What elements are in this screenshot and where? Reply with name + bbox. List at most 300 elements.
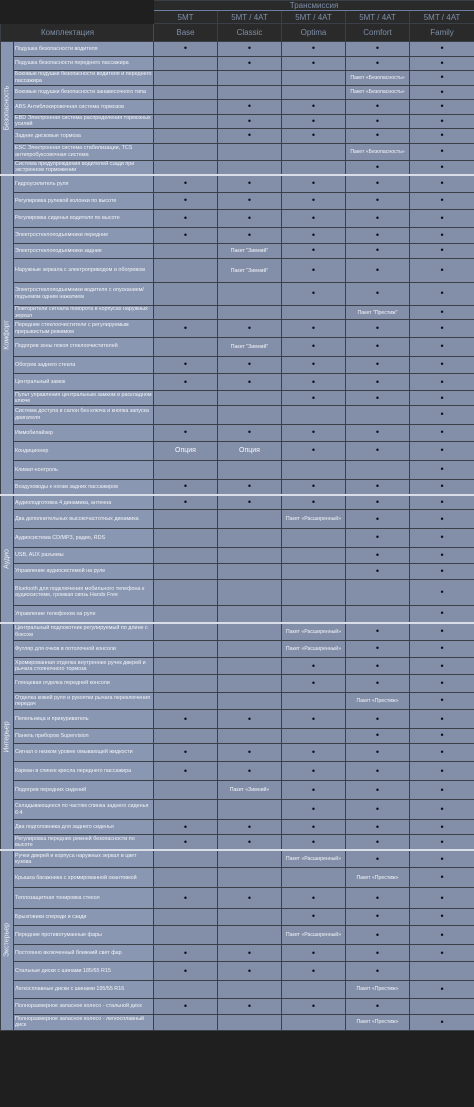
- bullet-cell: •: [282, 998, 346, 1014]
- table-row: [1, 100, 474, 115]
- value-cell: Пакет "Престиж": [346, 305, 410, 320]
- bullet-cell: •: [282, 962, 346, 981]
- bullet-cell: •: [218, 373, 282, 390]
- empty-cell: [154, 529, 218, 548]
- empty-cell: [218, 405, 282, 424]
- table-row: [1, 175, 474, 192]
- bullet-cell: •: [154, 743, 218, 762]
- bullet-cell: •: [346, 962, 410, 981]
- bullet-cell: •: [346, 192, 410, 209]
- feature-name: Электростеклоподъемники водителя с опусканием/подъемом одним нажатием: [14, 282, 154, 305]
- bullet-cell: •: [346, 888, 410, 908]
- feature-name: Наружные зеркала с электроприводом и обогревом: [14, 259, 154, 282]
- section-name: Экстерьер: [3, 923, 11, 958]
- table-row: [1, 658, 474, 675]
- bullet-cell: •: [218, 998, 282, 1014]
- feature-name: Передние стеклоочистители с регулируемым прерывистым режимом: [14, 320, 154, 337]
- bullet-cell: •: [282, 129, 346, 144]
- bullet-cell: •: [282, 391, 346, 406]
- empty-cell: [282, 692, 346, 709]
- empty-cell: [154, 391, 218, 406]
- table-row: [1, 373, 474, 390]
- trim-header: Comfort: [346, 24, 410, 42]
- gearbox-header: 5MT / 4AT: [346, 11, 410, 24]
- table-row: [1, 192, 474, 209]
- bullet-cell: •: [346, 424, 410, 441]
- feature-name: Система предупреждения водителей сзади при экстренном торможении: [14, 160, 154, 175]
- bullet-cell: •: [218, 479, 282, 495]
- table-row: [1, 692, 474, 709]
- bullet-cell: •: [282, 100, 346, 115]
- bullet-cell: •: [282, 945, 346, 962]
- empty-cell: [154, 926, 218, 945]
- bullet-cell: •: [410, 356, 474, 373]
- bullet-cell: •: [282, 658, 346, 675]
- empty-cell: [218, 1014, 282, 1030]
- bullet-cell: •: [410, 729, 474, 744]
- table-row: [1, 640, 474, 657]
- table-row: [1, 868, 474, 888]
- trim-header: Classic: [218, 24, 282, 42]
- bullet-cell: •: [346, 243, 410, 259]
- value-cell: Пакет «Престиж»: [346, 1014, 410, 1030]
- table-row: [1, 337, 474, 356]
- bullet-cell: •: [282, 320, 346, 337]
- feature-name: Пепельница и прикуриватель: [14, 710, 154, 729]
- feature-name: Два дополнительных высокочастотных динамика: [14, 510, 154, 529]
- empty-cell: [154, 143, 218, 160]
- feature-name: Стальные диски с шинами 185/65 R15: [14, 962, 154, 981]
- feature-name: Регулировка передних ремней безопасности по высоте: [14, 834, 154, 850]
- bullet-cell: •: [218, 356, 282, 373]
- bullet-cell: •: [410, 529, 474, 548]
- table-row: [1, 800, 474, 820]
- section-label: [1, 42, 14, 175]
- empty-cell: [218, 460, 282, 479]
- bullet-cell: •: [410, 85, 474, 100]
- bullet-cell: •: [410, 160, 474, 175]
- bullet-cell: •: [218, 129, 282, 144]
- bullet-cell: •: [346, 998, 410, 1014]
- empty-cell: [218, 71, 282, 86]
- empty-cell: [218, 282, 282, 305]
- table-row: [1, 579, 474, 605]
- feature-name: Регулировка рулевой колонки по высоте: [14, 192, 154, 209]
- bullet-cell: •: [282, 356, 346, 373]
- trim-header: Family: [410, 24, 474, 42]
- trim-header: Base: [154, 24, 218, 42]
- bullet-cell: •: [218, 834, 282, 850]
- empty-cell: [410, 998, 474, 1014]
- trim-header: Optima: [282, 24, 346, 42]
- table-row: [1, 981, 474, 998]
- bullet-cell: •: [154, 495, 218, 510]
- feature-name: Легкосплавные диски с шинами 195/55 R16: [14, 981, 154, 998]
- section-name: Аудио: [3, 549, 11, 569]
- value-cell: Пакет "Зимний": [218, 337, 282, 356]
- bullet-cell: •: [410, 192, 474, 209]
- bullet-cell: •: [410, 547, 474, 563]
- table-row: [1, 305, 474, 320]
- bullet-cell: •: [410, 71, 474, 86]
- table-row: [1, 547, 474, 563]
- value-cell: Пакет "Зимний": [218, 259, 282, 282]
- transmission-header: Трансмиссия: [154, 1, 474, 11]
- feature-name: Хромированная отделка внутренних ручек дверей и рычага стояночного тормоза: [14, 658, 154, 675]
- feature-name: Аудиосистема CD/MP3, радио, RDS: [14, 529, 154, 548]
- table-row: [1, 243, 474, 259]
- feature-name: Сигнал о низком уровне омывающей жидкости: [14, 743, 154, 762]
- bullet-cell: •: [154, 175, 218, 192]
- bullet-cell: •: [410, 781, 474, 800]
- feature-name: Bluetooth для подключения мобильного телефона к аудиосистеме, громкая связь Hands Free: [14, 579, 154, 605]
- table-row: [1, 143, 474, 160]
- empty-cell: [218, 391, 282, 406]
- table-row: [1, 605, 474, 622]
- feature-name: Воздуховоды к ногам задних пассажиров: [14, 479, 154, 495]
- table-row: [1, 42, 474, 57]
- empty-cell: [218, 510, 282, 529]
- bullet-cell: •: [410, 129, 474, 144]
- empty-cell: [282, 85, 346, 100]
- empty-cell: [218, 981, 282, 998]
- bullet-cell: •: [282, 282, 346, 305]
- bullet-cell: •: [410, 479, 474, 495]
- feature-name: Крышка багажника с хромированной окантовкой: [14, 868, 154, 888]
- bullet-cell: •: [346, 834, 410, 850]
- bullet-cell: •: [410, 460, 474, 479]
- gearbox-header: 5MT / 4AT: [410, 11, 474, 24]
- table-row: [1, 529, 474, 548]
- feature-name: Постоянно включенный ближний свет фар: [14, 945, 154, 962]
- empty-cell: [154, 1014, 218, 1030]
- feature-name: Подушка безопасности водителя: [14, 42, 154, 57]
- table-row: [1, 495, 474, 510]
- empty-cell: [282, 1014, 346, 1030]
- section-label: [1, 850, 14, 1030]
- value-cell: Пакет «Расширенный»: [282, 640, 346, 657]
- bullet-cell: •: [410, 1014, 474, 1030]
- bullet-cell: •: [218, 495, 282, 510]
- table-row: [1, 743, 474, 762]
- bullet-cell: •: [346, 762, 410, 781]
- bullet-cell: •: [410, 850, 474, 867]
- bullet-cell: •: [282, 442, 346, 461]
- bullet-cell: •: [346, 675, 410, 692]
- feature-name: Подушка безопасности переднего пассажира: [14, 56, 154, 71]
- empty-cell: [282, 547, 346, 563]
- value-cell: Опция: [218, 442, 282, 461]
- value-cell: Пакет «Безопасность»: [346, 143, 410, 160]
- bullet-cell: •: [346, 56, 410, 71]
- bullet-cell: •: [410, 623, 474, 640]
- feature-name: Боковые подушки безопасности занавесочного типа: [14, 85, 154, 100]
- empty-cell: [154, 981, 218, 998]
- empty-cell: [218, 868, 282, 888]
- bullet-cell: •: [154, 42, 218, 57]
- bullet-cell: •: [282, 710, 346, 729]
- bullet-cell: •: [346, 926, 410, 945]
- empty-cell: [154, 908, 218, 925]
- value-cell: Пакет «Зимний»: [218, 781, 282, 800]
- header-corner: [1, 1, 154, 11]
- feature-name: Центральный подлокотник регулируемый по длине с боксом: [14, 623, 154, 640]
- feature-name: Обогрев заднего стекла: [14, 356, 154, 373]
- empty-cell: [154, 160, 218, 175]
- empty-cell: [154, 658, 218, 675]
- table-header: [1, 1, 474, 42]
- table-row: [1, 998, 474, 1014]
- feature-name: Повторители сигнала поворота в корпусах наружных зеркал: [14, 305, 154, 320]
- table-row: [1, 442, 474, 461]
- feature-name: Задние дисковые тормоза: [14, 129, 154, 144]
- bullet-cell: •: [410, 675, 474, 692]
- table-row: [1, 623, 474, 640]
- komplektaciya-header: Комплектация: [1, 24, 154, 42]
- empty-cell: [218, 850, 282, 867]
- value-cell: Пакет «Престиж»: [346, 692, 410, 709]
- value-cell: Пакет «Безопасность»: [346, 71, 410, 86]
- bullet-cell: •: [410, 114, 474, 129]
- bullet-cell: •: [282, 259, 346, 282]
- empty-cell: [154, 579, 218, 605]
- bullet-cell: •: [346, 563, 410, 579]
- table-row: [1, 210, 474, 227]
- bullet-cell: •: [346, 495, 410, 510]
- bullet-cell: •: [346, 160, 410, 175]
- feature-name: Панель приборов Supervision: [14, 729, 154, 744]
- bullet-cell: •: [346, 227, 410, 243]
- value-cell: Опция: [154, 442, 218, 461]
- value-cell: Пакет «Расширенный»: [282, 926, 346, 945]
- empty-cell: [282, 405, 346, 424]
- bullet-cell: •: [410, 579, 474, 605]
- feature-name: Отделка кожей руля и рукоятки рычага переключения передач: [14, 692, 154, 709]
- empty-cell: [218, 605, 282, 622]
- section-label: [1, 175, 14, 495]
- table-row: [1, 259, 474, 282]
- bullet-cell: •: [154, 210, 218, 227]
- bullet-cell: •: [346, 42, 410, 57]
- empty-cell: [410, 962, 474, 981]
- bullet-cell: •: [282, 675, 346, 692]
- gearbox-header: 5MT / 4AT: [282, 11, 346, 24]
- table-row: [1, 563, 474, 579]
- table-row: [1, 834, 474, 850]
- empty-cell: [218, 160, 282, 175]
- bullet-cell: •: [346, 356, 410, 373]
- empty-cell: [218, 563, 282, 579]
- feature-name: ABS Антиблокировочная система тормозов: [14, 100, 154, 115]
- bullet-cell: •: [282, 337, 346, 356]
- bullet-cell: •: [154, 356, 218, 373]
- bullet-cell: •: [346, 129, 410, 144]
- bullet-cell: •: [154, 192, 218, 209]
- feature-name: EBD Электронная система распределения тормозных усилий: [14, 114, 154, 129]
- empty-cell: [282, 460, 346, 479]
- empty-cell: [218, 926, 282, 945]
- bullet-cell: •: [218, 114, 282, 129]
- empty-cell: [218, 658, 282, 675]
- table-row: [1, 356, 474, 373]
- bullet-cell: •: [218, 820, 282, 835]
- empty-cell: [154, 259, 218, 282]
- bullet-cell: •: [410, 658, 474, 675]
- empty-cell: [218, 579, 282, 605]
- table-row: [1, 908, 474, 925]
- table-row: [1, 710, 474, 729]
- bullet-cell: •: [410, 143, 474, 160]
- bullet-cell: •: [282, 762, 346, 781]
- bullet-cell: •: [282, 227, 346, 243]
- table-row: [1, 962, 474, 981]
- bullet-cell: •: [282, 888, 346, 908]
- table-row: [1, 1014, 474, 1030]
- bullet-cell: •: [410, 908, 474, 925]
- empty-cell: [218, 623, 282, 640]
- bullet-cell: •: [154, 479, 218, 495]
- bullet-cell: •: [410, 710, 474, 729]
- empty-cell: [154, 114, 218, 129]
- empty-cell: [154, 510, 218, 529]
- empty-cell: [154, 547, 218, 563]
- bullet-cell: •: [154, 227, 218, 243]
- empty-cell: [218, 529, 282, 548]
- feature-name: USB, AUX разъемы: [14, 547, 154, 563]
- bullet-cell: •: [410, 210, 474, 227]
- bullet-cell: •: [282, 56, 346, 71]
- bullet-cell: •: [282, 424, 346, 441]
- empty-cell: [282, 160, 346, 175]
- empty-cell: [346, 460, 410, 479]
- empty-cell: [282, 729, 346, 744]
- bullet-cell: •: [346, 743, 410, 762]
- empty-cell: [282, 868, 346, 888]
- bullet-cell: •: [282, 781, 346, 800]
- table-row: [1, 888, 474, 908]
- table-row: [1, 227, 474, 243]
- table-body: [1, 42, 474, 1031]
- feature-name: Два подголовника для заднего сиденья: [14, 820, 154, 835]
- value-cell: Пакет "Зимний": [218, 243, 282, 259]
- feature-name: Кондиционер: [14, 442, 154, 461]
- gearbox-header: 5MT: [154, 11, 218, 24]
- bullet-cell: •: [346, 114, 410, 129]
- bullet-cell: •: [346, 510, 410, 529]
- empty-cell: [154, 129, 218, 144]
- empty-cell: [154, 305, 218, 320]
- bullet-cell: •: [282, 479, 346, 495]
- empty-cell: [154, 337, 218, 356]
- section-label: [1, 623, 14, 851]
- bullet-cell: •: [346, 908, 410, 925]
- bullet-cell: •: [410, 495, 474, 510]
- bullet-cell: •: [346, 945, 410, 962]
- bullet-cell: •: [346, 658, 410, 675]
- table-row: [1, 762, 474, 781]
- bullet-cell: •: [218, 945, 282, 962]
- empty-cell: [218, 640, 282, 657]
- empty-cell: [154, 71, 218, 86]
- bullet-cell: •: [282, 495, 346, 510]
- bullet-cell: •: [410, 981, 474, 998]
- bullet-cell: •: [410, 405, 474, 424]
- bullet-cell: •: [410, 337, 474, 356]
- table-row: [1, 781, 474, 800]
- bullet-cell: •: [410, 320, 474, 337]
- empty-cell: [154, 640, 218, 657]
- bullet-cell: •: [218, 888, 282, 908]
- empty-cell: [154, 675, 218, 692]
- table-row: [1, 71, 474, 86]
- feature-name: Полноразмерное запасное колесо - стальной диск: [14, 998, 154, 1014]
- bullet-cell: •: [410, 100, 474, 115]
- feature-name: Теплозащитная тонировка стекол: [14, 888, 154, 908]
- bullet-cell: •: [154, 998, 218, 1014]
- bullet-cell: •: [346, 282, 410, 305]
- feature-name: Управление аудиосистемой на руле: [14, 563, 154, 579]
- table-row: [1, 460, 474, 479]
- bullet-cell: •: [410, 305, 474, 320]
- feature-name: Регулировка сиденья водителя по высоте: [14, 210, 154, 227]
- bullet-cell: •: [410, 510, 474, 529]
- bullet-cell: •: [346, 391, 410, 406]
- feature-name: Карман в спинке кресла переднего пассажира: [14, 762, 154, 781]
- bullet-cell: •: [410, 259, 474, 282]
- bullet-cell: •: [218, 762, 282, 781]
- bullet-cell: •: [410, 424, 474, 441]
- table-row: [1, 729, 474, 744]
- empty-cell: [154, 405, 218, 424]
- bullet-cell: •: [282, 834, 346, 850]
- bullet-cell: •: [410, 175, 474, 192]
- empty-cell: [218, 143, 282, 160]
- bullet-cell: •: [282, 820, 346, 835]
- table-row: [1, 114, 474, 129]
- bullet-cell: •: [346, 710, 410, 729]
- table-row: [1, 129, 474, 144]
- bullet-cell: •: [282, 800, 346, 820]
- bullet-cell: •: [218, 210, 282, 227]
- bullet-cell: •: [154, 373, 218, 390]
- gearbox-header: 5MT / 4AT: [218, 11, 282, 24]
- empty-cell: [218, 547, 282, 563]
- empty-cell: [282, 143, 346, 160]
- bullet-cell: •: [346, 800, 410, 820]
- feature-name: Пульт управления центральным замком в раскладном ключе: [15, 391, 152, 405]
- table-row: [1, 424, 474, 441]
- empty-cell: [218, 85, 282, 100]
- bullet-cell: •: [154, 834, 218, 850]
- empty-cell: [218, 908, 282, 925]
- bullet-cell: •: [346, 210, 410, 227]
- bullet-cell: •: [410, 762, 474, 781]
- feature-name: Электростеклоподъемники задние: [14, 243, 154, 259]
- bullet-cell: •: [218, 320, 282, 337]
- bullet-cell: •: [410, 605, 474, 622]
- empty-cell: [346, 405, 410, 424]
- value-cell: Пакет «Расширенный»: [282, 510, 346, 529]
- empty-cell: [282, 529, 346, 548]
- feature-name: Полноразмерное запасное колесо - легкосплавный диск: [14, 1014, 154, 1030]
- bullet-cell: •: [282, 373, 346, 390]
- bullet-cell: •: [282, 743, 346, 762]
- feature-name: Подогрев зоны покоя стеклоочистителей: [14, 337, 154, 356]
- empty-cell: [218, 729, 282, 744]
- feature-name: Система доступа в салон без ключа и кнопка запуска двигателя: [14, 405, 154, 424]
- value-cell: Пакет «Престиж»: [346, 868, 410, 888]
- empty-cell: [346, 579, 410, 605]
